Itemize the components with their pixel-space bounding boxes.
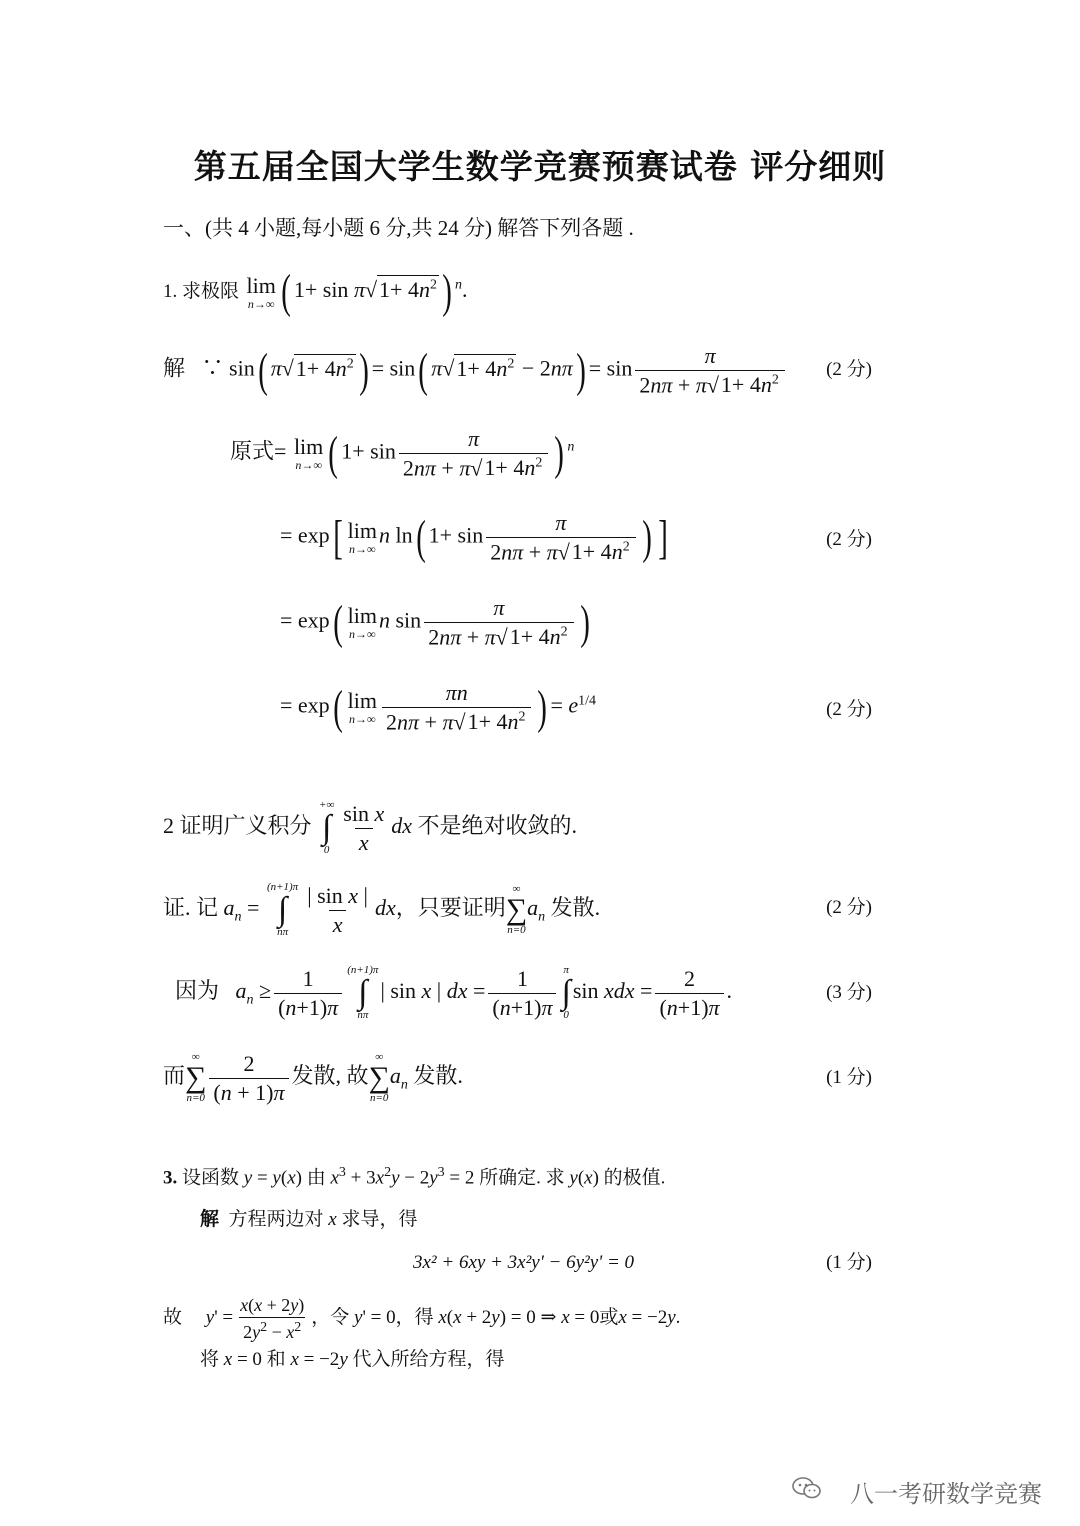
q1-label: 1. 求极限 (163, 281, 240, 303)
original-label: 原式 (230, 438, 275, 464)
q3-substitute-line: 将 x = 0 和 x = −2y 代入所给方程，得 (200, 1349, 505, 1370)
limit: lim n→∞ (246, 272, 276, 311)
q1-statement: 1. 求极限 lim n→∞ ( $1+ \sin \pi√1+ 4n^2$ ) $^n$. (163, 265, 468, 318)
q2-because-line: 因为 $a_n$ ≥ $\frac{1}{(n+1)\pi}$ (n+1)π ∫ nπ | sin x | dx = $\frac{1}{(n+1)\pi}$ π ∫ 0 sin xdx = $\frac{2}{(n+1)\pi}$ . (175, 964, 733, 1021)
score: (2 分) (826, 359, 872, 380)
q3-therefore-line: 故 y' = $\frac{x(x + 2y)}{2y^2 - x^2}$ ，令 y' = 0，得 x(x + 2y) = 0 ⇒ x = 0或x = −2y. (163, 1295, 681, 1342)
score: (2 分) (826, 529, 872, 550)
q2-statement: 2 证明广义积分 +∞ ∫ 0 $\frac{\text{sin x}}{x}$ dx 不是绝对收敛的. (163, 799, 578, 856)
solution-label: 解 (163, 355, 186, 381)
q1-step-3: = exp( lim n→∞ n sin $\frac{\pi}{2n\pi + \pi√1+ 4n^2}$ ) (280, 595, 590, 650)
q2-proof-line: 证. 记 $a_n$ = (n+1)π ∫ nπ $\frac{\text{| sin x |}}{x}$ dx，只要证明 ∞ ∑ n=0 $a_n$ 发散. (163, 881, 601, 938)
q1-solution-line: 解 ∵ sin( $\pi√1+ 4n^2$ ) = sin( $\pi√1+ 4n^2 - 2n\pi) = \sin$ $\frac{\pi}{2n\pi + \pi√1+ 4n^2}$ (163, 345, 788, 396)
q1-step-4: = exp( lim n→∞ $\frac{\pi n}{2n\pi + \pi√1+ 4n^2}$ ) = $e^{1/4}$ (280, 680, 597, 735)
q2-and-line: 而 ∞ ∑ n=0 $\frac{2}{(n + 1)\pi}$ 发散, 故 ∞ ∑ n=0 $a_n$ 发散. (163, 1050, 463, 1105)
score: (2 分) (826, 699, 872, 720)
score: (2 分) (826, 897, 872, 918)
wechat-icon (792, 1476, 822, 1500)
section-heading: 一、(共 4 小题,每小题 6 分,共 24 分) 解答下列各题 . (163, 216, 634, 240)
watermark: 八一考研数学竞赛 (850, 1480, 1042, 1508)
score: (1 分) (826, 1067, 872, 1088)
q2-label: 2 证明广义积分 (163, 813, 312, 839)
score: (3 分) (826, 982, 872, 1003)
page-title: 第五届全国大学生数学竞赛预赛试卷 评分细则 (193, 147, 887, 186)
score: (1 分) (826, 1252, 872, 1273)
q3-statement: 3. 设函数 y = y(x) 由 $x^3 + 3x^2y - 2y^3 = 2$ 所确定. 求 y(x) 的极值. (163, 1165, 666, 1189)
q1-step-2: = exp[ lim n→∞ n ln( 1+ sin $\frac{\pi}{2n\pi + \pi√1+ 4n^2}$ ) ] (280, 510, 668, 565)
q3-solution: 解 方程两边对 x 求导，得 (200, 1209, 418, 1230)
q3-equation: 3x² + 6xy + 3x²y' − 6y²y' = 0 (413, 1252, 635, 1273)
q1-step-1: 原式= lim n→∞ ( 1+ sin $\frac{\pi}{2n\pi + \pi√1+ 4n^2}$ ) $^n$ (230, 426, 575, 481)
